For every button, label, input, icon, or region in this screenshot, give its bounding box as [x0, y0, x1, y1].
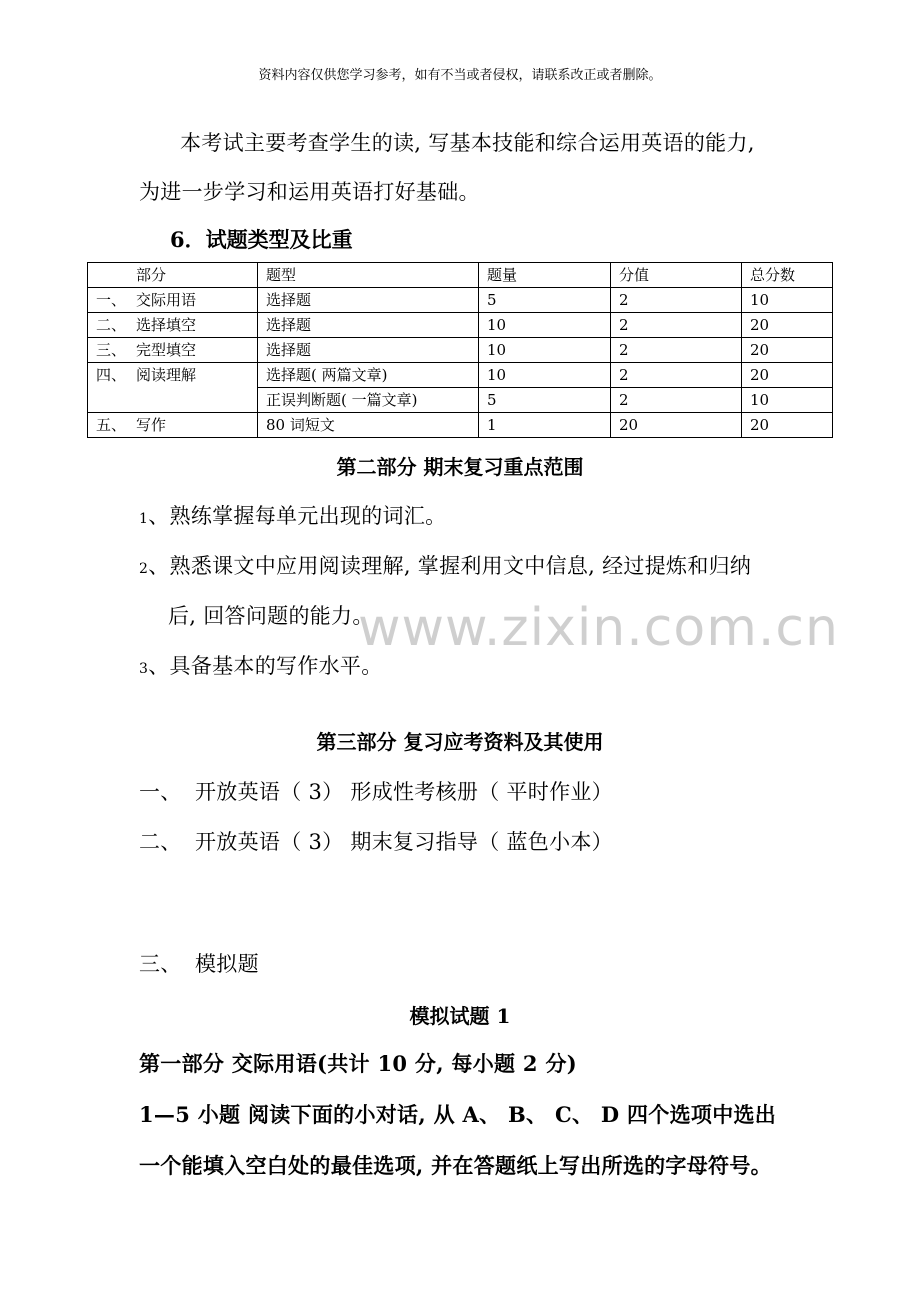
type-cell: 选择题 — [258, 288, 479, 313]
header-cell: 题量 — [479, 263, 611, 288]
score-cell: 20 — [611, 413, 742, 438]
score-cell: 2 — [611, 363, 742, 388]
table-row — [88, 288, 833, 313]
total-cell: 20 — [742, 363, 833, 388]
score-cell: 2 — [611, 288, 742, 313]
section-6-title: 6．试题类型及比重 — [170, 227, 353, 252]
part-cell: 二、 选择填空 — [88, 313, 258, 338]
part-cell: 四、 阅读理解 — [88, 363, 258, 413]
header-note: 资料内容仅供您学习参考，如有不当或者侵权，请联系改正或者删除。 — [258, 68, 662, 83]
score-cell: 2 — [611, 388, 742, 413]
table-row — [88, 338, 833, 363]
count-cell: 5 — [479, 288, 611, 313]
total-cell: 20 — [742, 338, 833, 363]
table-header-row — [88, 263, 833, 288]
score-cell: 2 — [611, 313, 742, 338]
count-cell: 10 — [479, 363, 611, 388]
exam-structure-table — [87, 262, 833, 438]
watermark: www.zixin.com.cn — [358, 598, 839, 658]
score-cell: 2 — [611, 338, 742, 363]
header-cell: 分值 — [611, 263, 742, 288]
list-item: 一、 开放英语（ 3） 形成性考核册（ 平时作业） — [139, 780, 613, 804]
type-cell: 正误判断题( 一篇文章) — [258, 388, 479, 413]
list-item-continuation: 后, 回答问题的能力。 — [168, 604, 374, 628]
intro-line-1: 本考试主要考查学生的读, 写基本技能和综合运用英语的能力, — [180, 131, 755, 155]
part-3-title: 第三部分 复习应考资料及其使用 — [316, 730, 604, 754]
table-row — [88, 413, 833, 438]
total-cell: 20 — [742, 413, 833, 438]
list-item: 1、熟练掌握每单元出现的词汇。 — [139, 504, 447, 528]
type-cell: 选择题 — [258, 313, 479, 338]
header-cell: 题型 — [258, 263, 479, 288]
count-cell: 5 — [479, 388, 611, 413]
list-item: 二、 开放英语（ 3） 期末复习指导（ 蓝色小本） — [139, 830, 613, 854]
part-cell: 五、 写作 — [88, 413, 258, 438]
mock-instruction-line-1: 1—5 小题 阅读下面的小对话, 从 A、 B、 C、 D 四个选项中选出 — [139, 1102, 777, 1127]
header-cell: 总分数 — [742, 263, 833, 288]
count-cell: 10 — [479, 338, 611, 363]
total-cell: 20 — [742, 313, 833, 338]
mock-instruction-line-2: 一个能填入空白处的最佳选项, 并在答题纸上写出所选的字母符号。 — [139, 1153, 772, 1178]
total-cell: 10 — [742, 288, 833, 313]
type-cell: 80 词短文 — [258, 413, 479, 438]
type-cell: 选择题( 两篇文章) — [258, 363, 479, 388]
type-cell: 选择题 — [258, 338, 479, 363]
table-row — [88, 363, 833, 388]
mock-part-1-heading: 第一部分 交际用语(共计 10 分, 每小题 2 分) — [139, 1051, 577, 1076]
count-cell: 10 — [479, 313, 611, 338]
intro-line-2: 为进一步学习和运用英语打好基础。 — [139, 180, 480, 204]
total-cell: 10 — [742, 388, 833, 413]
count-cell: 1 — [479, 413, 611, 438]
list-item: 三、 模拟题 — [139, 952, 259, 976]
list-item: 2、熟悉课文中应用阅读理解, 掌握利用文中信息, 经过提炼和归纳 — [139, 554, 752, 578]
part-cell: 一、 交际用语 — [88, 288, 258, 313]
header-cell: 部分 — [88, 263, 258, 288]
table-row — [88, 313, 833, 338]
part-cell: 三、 完型填空 — [88, 338, 258, 363]
mock-exam-title: 模拟试题 1 — [409, 1004, 511, 1028]
part-2-title: 第二部分 期末复习重点范围 — [336, 455, 584, 479]
list-item: 3、具备基本的写作水平。 — [139, 654, 383, 678]
